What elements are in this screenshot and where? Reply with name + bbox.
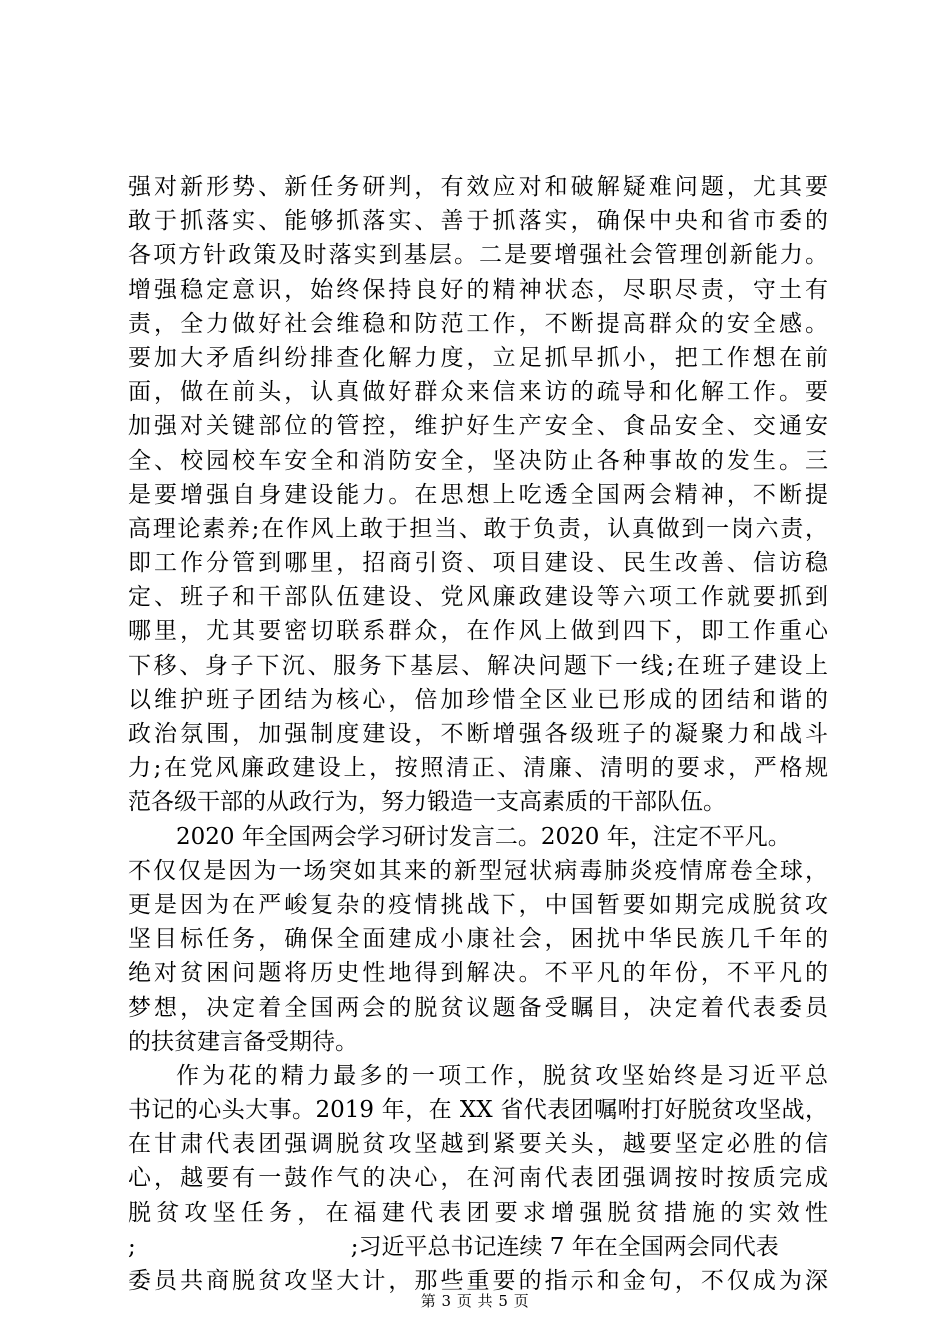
- text-line: 各项方针政策及时落实到基层。二是要增强社会管理创新能力。: [128, 242, 828, 269]
- paragraph-start-line: 作为花的精力最多的一项工作，脱贫攻坚始终是习近平总: [176, 1062, 828, 1089]
- text-line: 定、班子和干部队伍建设、党风廉政建设等六项工作就要抓到: [128, 584, 828, 611]
- text-fragment: ;习近平总书记连续 7 年在全国两会同代表: [350, 1233, 779, 1260]
- text-line: 书记的心头大事。2019 年，在 XX 省代表团嘱咐打好脱贫攻坚战，: [128, 1097, 828, 1124]
- text-line: 坚目标任务，确保全面建成小康社会，困扰中华民族几千年的: [128, 926, 828, 953]
- text-line: 委员共商脱贫攻坚大计，那些重要的指示和金句，不仅成为深: [128, 1268, 828, 1294]
- text-line: 政治氛围，加强制度建设，不断增强各级班子的凝聚力和战斗: [128, 721, 828, 747]
- page-footer: 第 3 页 共 5 页: [420, 1292, 530, 1310]
- text-line: 全、校园校车安全和消防安全，坚决防止各种事故的发生。三: [128, 447, 828, 474]
- text-line: 增强稳定意识，始终保持良好的精神状态，尽职尽责，守土有: [128, 276, 828, 303]
- text-line-with-gap: [128, 1230, 828, 1264]
- text-line: 不仅仅是因为一场突如其来的新型冠状病毒肺炎疫情席卷全球，: [128, 857, 828, 884]
- text-line: 以维护班子团结为核心，倍加珍惜全区业已形成的团结和谐的: [128, 686, 828, 713]
- text-line: 梦想，决定着全国两会的脱贫议题备受瞩目，决定着代表委员: [128, 994, 828, 1021]
- text-line: 下移、身子下沉、服务下基层、解决问题下一线;在班子建设上: [128, 652, 828, 679]
- text-line: 范各级干部的从政行为，努力锻造一支高素质的干部队伍。: [128, 789, 726, 816]
- text-line: 强对新形势、新任务研判，有效应对和破解疑难问题，尤其要: [128, 174, 828, 200]
- semicolon-fragment: ;: [128, 1233, 136, 1260]
- paragraph-start-line: 2020 年全国两会学习研讨发言二。2020 年，注定不平凡。: [176, 823, 791, 850]
- text-line: 脱贫攻坚任务，在福建代表团要求增强脱贫措施的实效性: [128, 1199, 828, 1226]
- text-line: 要加大矛盾纠纷排查化解力度，立足抓早抓小，把工作想在前: [128, 344, 828, 371]
- text-line: 更是因为在严峻复杂的疫情挑战下，中国暂要如期完成脱贫攻: [128, 891, 828, 918]
- text-line: 敢于抓落实、能够抓落实、善于抓落实，确保中央和省市委的: [128, 208, 828, 235]
- text-line: 哪里，尤其要密切联系群众，在作风上做到四下，即工作重心: [128, 618, 828, 645]
- text-line: 加强对关键部位的管控，维护好生产安全、食品安全、交通安: [128, 413, 828, 440]
- text-line: 是要增强自身建设能力。在思想上吃透全国两会精神，不断提: [128, 481, 828, 508]
- body-text: [128, 170, 828, 1298]
- text-line: 高理论素养;在作风上敢于担当、敢于负责，认真做到一岗六责，: [128, 515, 828, 542]
- text-line: 绝对贫困问题将历史性地得到解决。不平凡的年份，不平凡的: [128, 960, 828, 987]
- text-line: 心，越要有一鼓作气的决心，在河南代表团强调按时按质完成: [128, 1165, 828, 1192]
- text-line: 即工作分管到哪里，招商引资、项目建设、民生改善、信访稳: [128, 550, 828, 577]
- text-line: 面，做在前头，认真做好群众来信来访的疏导和化解工作。要: [128, 379, 828, 406]
- text-line: 的扶贫建言备受期待。: [128, 1028, 358, 1055]
- text-line: 在甘肃代表团强调脱贫攻坚越到紧要关头，越要坚定必胜的信: [128, 1131, 828, 1158]
- text-line: 责，全力做好社会维稳和防范工作，不断提高群众的安全感。: [128, 310, 828, 337]
- text-line: 力;在党风廉政建设上，按照清正、清廉、清明的要求，严格规: [128, 755, 828, 782]
